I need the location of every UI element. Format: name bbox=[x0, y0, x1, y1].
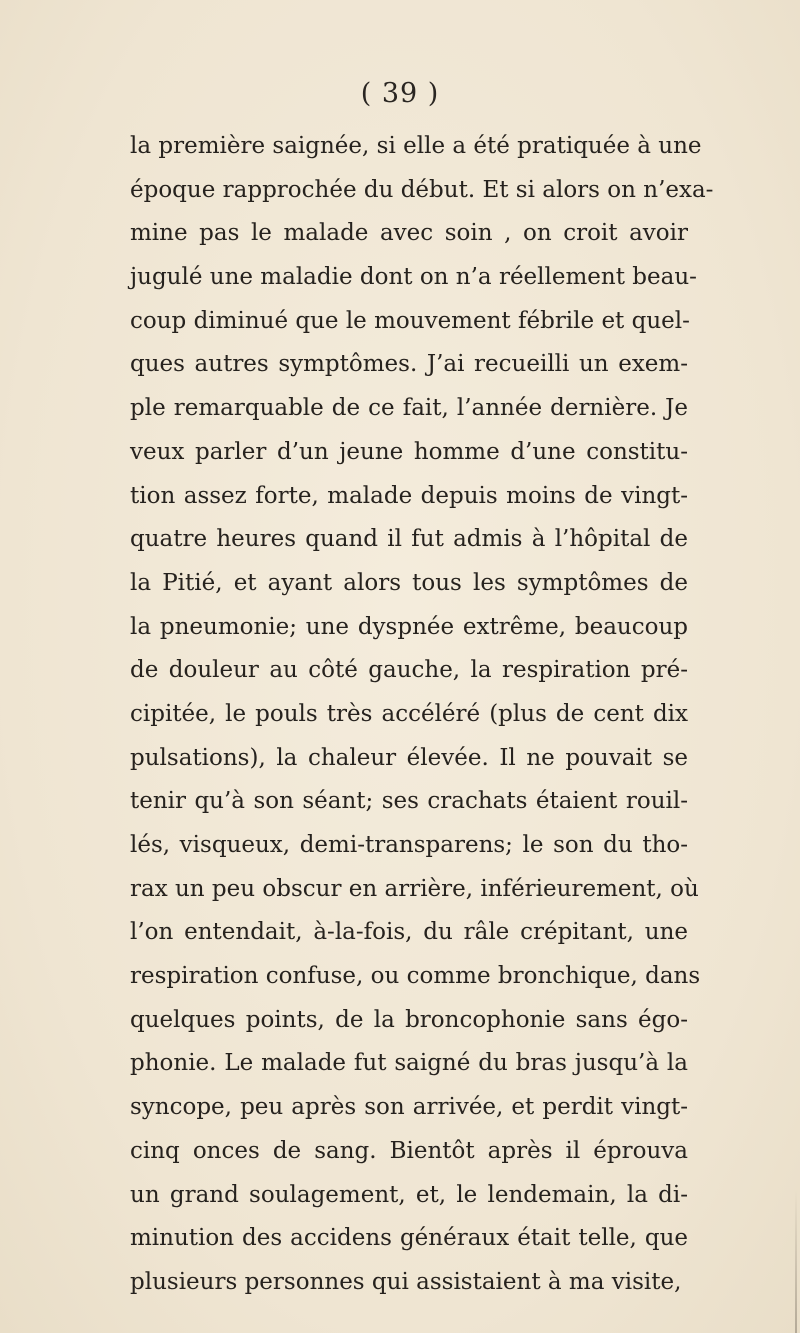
text-line: ques autres symptômes. J’ai recueilli un exem- bbox=[130, 351, 688, 378]
text-line: plusieurs personnes qui assistaient à ma visite, bbox=[130, 1268, 682, 1295]
text-line: lés, visqueux, demi-transparens; le son du tho- bbox=[130, 832, 688, 858]
text-line: mine pas le malade avec soin , on croit avoir bbox=[130, 220, 688, 247]
text-line: coup diminué que le mouvement fébrile et quel- bbox=[130, 307, 690, 334]
text-line: cipitée, le pouls très accéléré (plus de cent dix bbox=[130, 700, 688, 727]
text-line: minution des accidens généraux était telle, que bbox=[130, 1225, 688, 1252]
text-line: de douleur au côté gauche, la respiration pré- bbox=[130, 657, 688, 684]
text-line: époque rapprochée du début. Et si alors on n’exa- bbox=[130, 176, 714, 203]
text-line: l’on entendait, à-la-fois, du râle crépitant, une bbox=[130, 919, 688, 946]
page-edge-shadow bbox=[795, 1190, 797, 1333]
text-line: cinq onces de sang. Bientôt après il éprouva bbox=[130, 1137, 688, 1164]
text-line: la première saignée, si elle a été pratiquée à une bbox=[130, 133, 702, 159]
text-line: ple remarquable de ce fait, l’année dernière. Je bbox=[130, 395, 688, 422]
text-line: respiration confuse, ou comme bronchique, dans bbox=[130, 963, 701, 990]
text-line: la pneumonie; une dyspnée extrême, beaucoup bbox=[130, 613, 688, 640]
page-number: ( 39 ) bbox=[360, 78, 440, 109]
text-line: jugulé une maladie dont on n’a réellement beau- bbox=[130, 264, 697, 291]
text-line: tion assez forte, malade depuis moins de vingt- bbox=[130, 482, 688, 509]
text-line: tenir qu’à son séant; ses crachats étaient rouil- bbox=[130, 788, 688, 815]
text-line: phonie. Le malade fut saigné du bras jusqu’à la bbox=[130, 1050, 688, 1077]
text-line: pulsations), la chaleur élevée. Il ne pouvait se bbox=[130, 744, 688, 771]
text-line: veux parler d’un jeune homme d’une constitu- bbox=[130, 438, 688, 465]
text-line: la Pitié, et ayant alors tous les symptômes de bbox=[130, 569, 688, 596]
text-line: quatre heures quand il fut admis à l’hôpital de bbox=[130, 526, 688, 553]
text-line: quelques points, de la broncophonie sans égo- bbox=[130, 1006, 688, 1033]
text-line: un grand soulagement, et, le lendemain, la di- bbox=[130, 1181, 688, 1208]
text-line: rax un peu obscur en arrière, inférieurement, où bbox=[130, 875, 699, 902]
text-line: syncope, peu après son arrivée, et perdit vingt- bbox=[130, 1094, 688, 1121]
body-text bbox=[130, 125, 714, 1305]
